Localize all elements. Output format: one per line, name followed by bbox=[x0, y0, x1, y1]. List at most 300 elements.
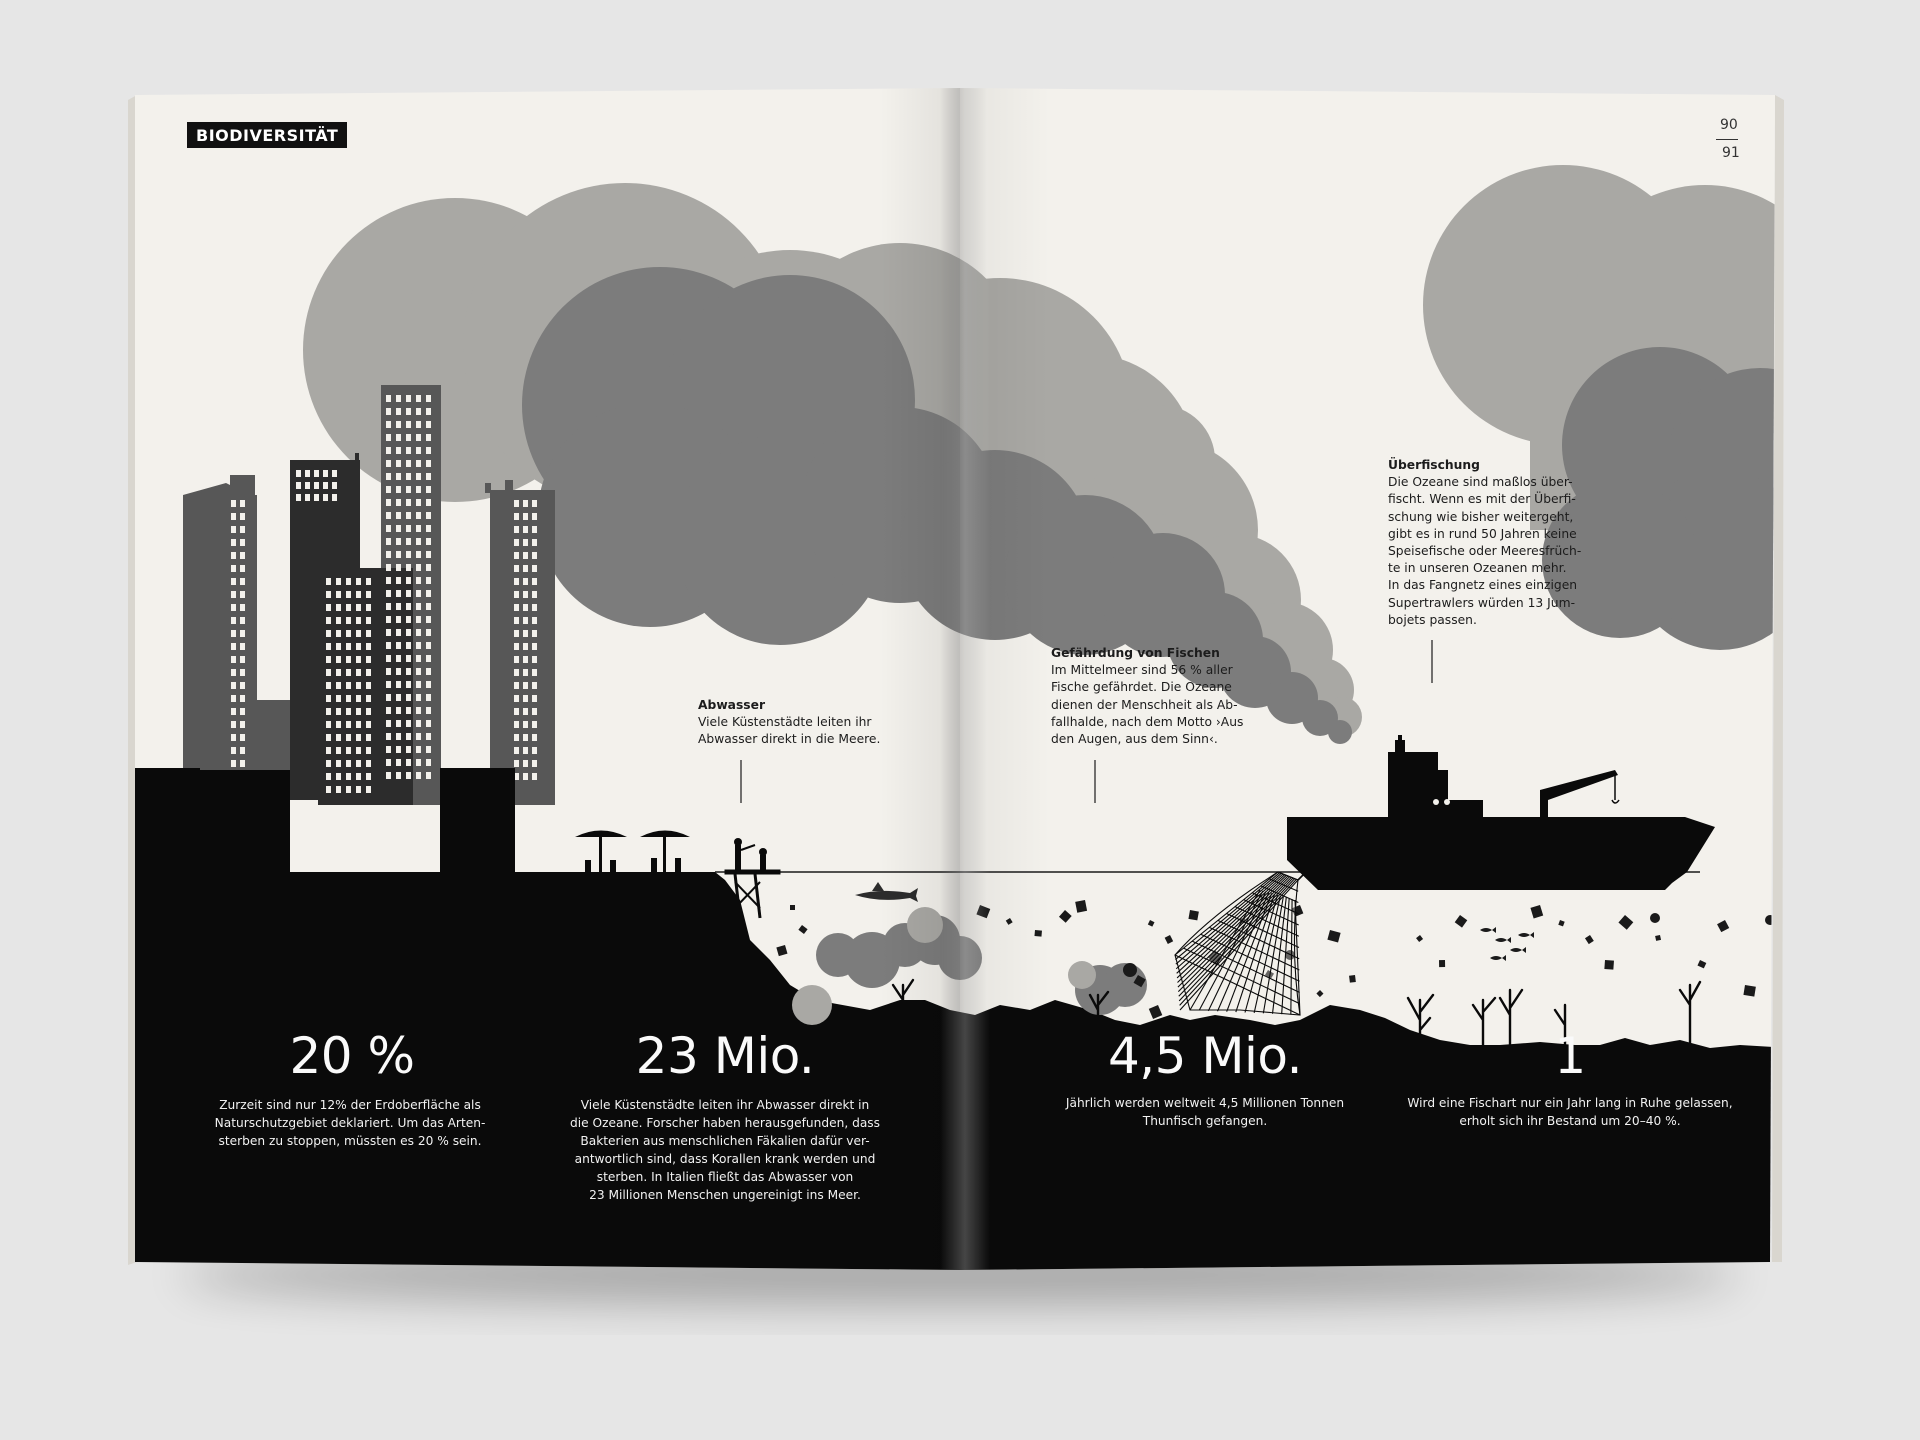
window bbox=[416, 538, 421, 545]
window bbox=[386, 694, 391, 701]
window bbox=[231, 760, 236, 767]
window bbox=[523, 656, 528, 663]
window bbox=[346, 682, 351, 689]
window bbox=[326, 630, 331, 637]
window bbox=[426, 642, 431, 649]
window bbox=[396, 525, 401, 532]
window bbox=[406, 772, 411, 779]
stat-number-3: 4,5 Mio. bbox=[1107, 1027, 1303, 1085]
window bbox=[346, 669, 351, 676]
window bbox=[231, 500, 236, 507]
window bbox=[532, 617, 537, 624]
window bbox=[523, 617, 528, 624]
window bbox=[323, 482, 328, 489]
window bbox=[426, 395, 431, 402]
window bbox=[514, 539, 519, 546]
window bbox=[366, 773, 371, 780]
window bbox=[240, 669, 245, 676]
window bbox=[426, 486, 431, 493]
window bbox=[231, 721, 236, 728]
window bbox=[426, 746, 431, 753]
window bbox=[231, 734, 236, 741]
window bbox=[416, 629, 421, 636]
window bbox=[366, 760, 371, 767]
window bbox=[406, 434, 411, 441]
window bbox=[416, 642, 421, 649]
window bbox=[523, 526, 528, 533]
window bbox=[532, 630, 537, 637]
window bbox=[532, 669, 537, 676]
window bbox=[386, 772, 391, 779]
window bbox=[231, 669, 236, 676]
window bbox=[406, 486, 411, 493]
window bbox=[326, 591, 331, 598]
window bbox=[396, 564, 401, 571]
window bbox=[406, 395, 411, 402]
window bbox=[356, 721, 361, 728]
window bbox=[386, 421, 391, 428]
window bbox=[532, 500, 537, 507]
window bbox=[396, 616, 401, 623]
window bbox=[532, 539, 537, 546]
window bbox=[426, 434, 431, 441]
window bbox=[336, 578, 341, 585]
window bbox=[523, 604, 528, 611]
window bbox=[356, 630, 361, 637]
window bbox=[406, 603, 411, 610]
window bbox=[523, 539, 528, 546]
window bbox=[240, 682, 245, 689]
window bbox=[426, 499, 431, 506]
annotation-title: Gefährdung von Fischen bbox=[1051, 646, 1220, 660]
window bbox=[356, 656, 361, 663]
window bbox=[336, 773, 341, 780]
window bbox=[416, 408, 421, 415]
window bbox=[406, 421, 411, 428]
window bbox=[406, 759, 411, 766]
window bbox=[406, 590, 411, 597]
window bbox=[426, 629, 431, 636]
window bbox=[231, 747, 236, 754]
window bbox=[386, 434, 391, 441]
annotation-body: Die Ozeane sind maßlos über- fischt. Wenn es mit der Überfi- schung wie bisher weitergeht, gibt es in rund 50 Jahren keine Speisefische oder Meeresfrüch- te in unseren Ozeanen mehr. In das Fangnetz eines einzigen Supertrawlers würden 13 Jum- bojets passen. bbox=[1388, 475, 1582, 627]
window bbox=[396, 694, 401, 701]
window bbox=[296, 470, 301, 477]
window bbox=[406, 642, 411, 649]
window bbox=[240, 578, 245, 585]
window bbox=[356, 695, 361, 702]
window bbox=[366, 695, 371, 702]
window bbox=[406, 629, 411, 636]
window bbox=[366, 721, 371, 728]
window bbox=[386, 499, 391, 506]
window bbox=[514, 513, 519, 520]
window bbox=[406, 694, 411, 701]
window bbox=[514, 747, 519, 754]
window bbox=[326, 643, 331, 650]
window bbox=[323, 470, 328, 477]
window bbox=[416, 551, 421, 558]
window bbox=[240, 708, 245, 715]
window bbox=[346, 578, 351, 585]
window bbox=[426, 577, 431, 584]
gutter-highlight bbox=[940, 80, 990, 1280]
window bbox=[231, 513, 236, 520]
window bbox=[416, 694, 421, 701]
window bbox=[396, 746, 401, 753]
window bbox=[386, 486, 391, 493]
window bbox=[386, 512, 391, 519]
window bbox=[426, 564, 431, 571]
window bbox=[532, 695, 537, 702]
window bbox=[240, 526, 245, 533]
window bbox=[426, 616, 431, 623]
window bbox=[326, 617, 331, 624]
window bbox=[366, 591, 371, 598]
window bbox=[240, 630, 245, 637]
window bbox=[240, 721, 245, 728]
window bbox=[386, 733, 391, 740]
window bbox=[336, 708, 341, 715]
window bbox=[386, 759, 391, 766]
window bbox=[326, 578, 331, 585]
window bbox=[386, 616, 391, 623]
window bbox=[346, 630, 351, 637]
window bbox=[366, 669, 371, 676]
window bbox=[532, 578, 537, 585]
window bbox=[336, 734, 341, 741]
window bbox=[356, 682, 361, 689]
stat-number-2: 23 Mio. bbox=[635, 1027, 815, 1085]
window bbox=[240, 643, 245, 650]
window bbox=[231, 643, 236, 650]
window bbox=[356, 773, 361, 780]
window bbox=[386, 746, 391, 753]
window bbox=[386, 538, 391, 545]
window bbox=[406, 447, 411, 454]
window bbox=[426, 655, 431, 662]
window bbox=[532, 604, 537, 611]
window bbox=[523, 734, 528, 741]
window bbox=[332, 482, 337, 489]
window bbox=[231, 565, 236, 572]
window bbox=[314, 494, 319, 501]
window bbox=[532, 734, 537, 741]
window bbox=[386, 551, 391, 558]
window bbox=[532, 591, 537, 598]
window bbox=[240, 617, 245, 624]
debris-piece bbox=[1075, 900, 1087, 913]
window bbox=[416, 655, 421, 662]
window bbox=[386, 525, 391, 532]
window bbox=[406, 473, 411, 480]
window bbox=[532, 643, 537, 650]
window bbox=[396, 551, 401, 558]
debris-piece bbox=[1123, 963, 1137, 977]
window bbox=[326, 604, 331, 611]
window bbox=[336, 643, 341, 650]
window bbox=[240, 734, 245, 741]
window bbox=[523, 721, 528, 728]
window bbox=[396, 499, 401, 506]
window bbox=[356, 643, 361, 650]
window bbox=[523, 682, 528, 689]
window bbox=[231, 708, 236, 715]
window bbox=[406, 538, 411, 545]
debris-piece bbox=[790, 905, 795, 910]
window bbox=[416, 733, 421, 740]
window bbox=[356, 591, 361, 598]
window bbox=[336, 617, 341, 624]
window bbox=[366, 643, 371, 650]
window bbox=[514, 669, 519, 676]
window bbox=[240, 552, 245, 559]
window bbox=[240, 656, 245, 663]
debris-piece bbox=[1439, 960, 1445, 967]
window bbox=[532, 773, 537, 780]
window bbox=[386, 408, 391, 415]
window bbox=[386, 642, 391, 649]
window bbox=[523, 630, 528, 637]
window bbox=[240, 747, 245, 754]
window bbox=[396, 421, 401, 428]
window bbox=[406, 733, 411, 740]
window bbox=[406, 655, 411, 662]
window bbox=[416, 746, 421, 753]
window bbox=[231, 656, 236, 663]
annotation-gefaehrdung bbox=[1051, 645, 1251, 748]
window bbox=[416, 486, 421, 493]
window bbox=[346, 747, 351, 754]
window bbox=[346, 617, 351, 624]
window bbox=[396, 655, 401, 662]
window bbox=[332, 470, 337, 477]
window bbox=[514, 578, 519, 585]
window bbox=[366, 630, 371, 637]
window bbox=[326, 760, 331, 767]
window bbox=[532, 656, 537, 663]
window bbox=[305, 482, 310, 489]
window bbox=[231, 695, 236, 702]
window bbox=[231, 591, 236, 598]
window bbox=[386, 460, 391, 467]
page-number-divider bbox=[1716, 139, 1738, 140]
window bbox=[406, 746, 411, 753]
debris-piece bbox=[1188, 910, 1198, 920]
window bbox=[416, 707, 421, 714]
window bbox=[396, 460, 401, 467]
window bbox=[231, 617, 236, 624]
window bbox=[240, 695, 245, 702]
window bbox=[326, 721, 331, 728]
window bbox=[240, 760, 245, 767]
debris-piece bbox=[1743, 985, 1755, 997]
window bbox=[426, 590, 431, 597]
window bbox=[426, 408, 431, 415]
window bbox=[523, 773, 528, 780]
window bbox=[396, 447, 401, 454]
window bbox=[396, 707, 401, 714]
window bbox=[514, 565, 519, 572]
window bbox=[396, 759, 401, 766]
window bbox=[366, 747, 371, 754]
window bbox=[523, 578, 528, 585]
window bbox=[523, 591, 528, 598]
window bbox=[336, 721, 341, 728]
window bbox=[396, 720, 401, 727]
window bbox=[523, 708, 528, 715]
window bbox=[231, 630, 236, 637]
window bbox=[396, 408, 401, 415]
window bbox=[386, 720, 391, 727]
window bbox=[314, 482, 319, 489]
window bbox=[346, 721, 351, 728]
window bbox=[326, 656, 331, 663]
window bbox=[346, 695, 351, 702]
window bbox=[386, 447, 391, 454]
window bbox=[396, 538, 401, 545]
stat-text-4: Wird eine Fischart nur ein Jahr lang in Ruhe gelassen, erholt sich ihr Bestand um 20–40 %. bbox=[1407, 1096, 1733, 1128]
annotation-ueberfischung bbox=[1388, 457, 1588, 629]
window bbox=[396, 473, 401, 480]
window bbox=[406, 408, 411, 415]
window bbox=[416, 447, 421, 454]
window bbox=[514, 591, 519, 598]
window bbox=[514, 656, 519, 663]
window bbox=[356, 604, 361, 611]
window bbox=[326, 695, 331, 702]
window bbox=[366, 656, 371, 663]
window bbox=[416, 616, 421, 623]
window bbox=[514, 552, 519, 559]
window bbox=[366, 734, 371, 741]
window bbox=[366, 708, 371, 715]
window bbox=[416, 499, 421, 506]
window bbox=[356, 708, 361, 715]
window bbox=[514, 708, 519, 715]
window bbox=[326, 708, 331, 715]
window bbox=[326, 734, 331, 741]
window bbox=[231, 526, 236, 533]
window bbox=[514, 604, 519, 611]
annotation-title: Überfischung bbox=[1388, 458, 1480, 472]
window bbox=[356, 669, 361, 676]
window bbox=[326, 773, 331, 780]
window bbox=[514, 682, 519, 689]
window bbox=[523, 760, 528, 767]
window bbox=[532, 747, 537, 754]
window bbox=[305, 470, 310, 477]
window bbox=[523, 695, 528, 702]
window bbox=[336, 695, 341, 702]
window bbox=[416, 473, 421, 480]
window bbox=[346, 591, 351, 598]
window bbox=[231, 578, 236, 585]
window bbox=[523, 552, 528, 559]
window bbox=[336, 630, 341, 637]
window bbox=[326, 747, 331, 754]
window bbox=[523, 500, 528, 507]
window bbox=[514, 721, 519, 728]
window bbox=[416, 681, 421, 688]
window bbox=[426, 681, 431, 688]
window bbox=[396, 629, 401, 636]
window bbox=[386, 668, 391, 675]
window bbox=[426, 759, 431, 766]
window bbox=[346, 760, 351, 767]
window bbox=[396, 733, 401, 740]
window bbox=[416, 395, 421, 402]
debris-piece bbox=[1655, 935, 1661, 941]
stat-number-4: 1 bbox=[1554, 1027, 1586, 1085]
window bbox=[314, 470, 319, 477]
window bbox=[366, 786, 371, 793]
window bbox=[416, 434, 421, 441]
window bbox=[426, 772, 431, 779]
window bbox=[416, 525, 421, 532]
window bbox=[406, 681, 411, 688]
window bbox=[416, 668, 421, 675]
window bbox=[386, 603, 391, 610]
window bbox=[406, 460, 411, 467]
annotation-abwasser bbox=[698, 697, 898, 749]
window bbox=[426, 694, 431, 701]
window bbox=[523, 513, 528, 520]
window bbox=[406, 564, 411, 571]
window bbox=[346, 708, 351, 715]
window bbox=[396, 590, 401, 597]
window bbox=[416, 460, 421, 467]
window bbox=[336, 747, 341, 754]
stat-text-2: Viele Küstenstädte leiten ihr Abwasser direkt in die Ozeane. Forscher haben herausgefunden, dass Bakterien aus menschlichen Fäkalien dafür ver- antwortlich sind, dass Korallen krank werden und sterben. In Italien fließt das Abwasser von 23 Millionen Menschen ungereinigt ins Meer. bbox=[569, 1098, 880, 1202]
window bbox=[416, 603, 421, 610]
window bbox=[240, 591, 245, 598]
window bbox=[416, 772, 421, 779]
window bbox=[396, 642, 401, 649]
debris-piece bbox=[1349, 975, 1356, 983]
window bbox=[532, 526, 537, 533]
section-label: BIODIVERSITÄT bbox=[187, 122, 347, 148]
window bbox=[426, 603, 431, 610]
window bbox=[386, 395, 391, 402]
window bbox=[426, 512, 431, 519]
window bbox=[305, 494, 310, 501]
window bbox=[406, 525, 411, 532]
window bbox=[396, 395, 401, 402]
window bbox=[336, 591, 341, 598]
window bbox=[296, 482, 301, 489]
window bbox=[346, 643, 351, 650]
stat-text-1: Zurzeit sind nur 12% der Erdoberfläche als Naturschutzgebiet deklariert. Um das Arten- sterben zu stoppen, müssten es 20 % sein. bbox=[214, 1098, 486, 1148]
window bbox=[386, 577, 391, 584]
annotation-body: Viele Küstenstädte leiten ihr Abwasser direkt in die Meere. bbox=[698, 715, 881, 747]
debris-piece bbox=[1650, 913, 1660, 923]
window bbox=[514, 734, 519, 741]
window bbox=[514, 526, 519, 533]
window bbox=[426, 538, 431, 545]
window bbox=[426, 551, 431, 558]
window bbox=[386, 655, 391, 662]
window bbox=[336, 669, 341, 676]
window bbox=[386, 473, 391, 480]
window bbox=[514, 617, 519, 624]
window bbox=[416, 564, 421, 571]
window bbox=[336, 604, 341, 611]
window bbox=[532, 565, 537, 572]
window bbox=[532, 721, 537, 728]
window bbox=[523, 747, 528, 754]
window bbox=[396, 486, 401, 493]
